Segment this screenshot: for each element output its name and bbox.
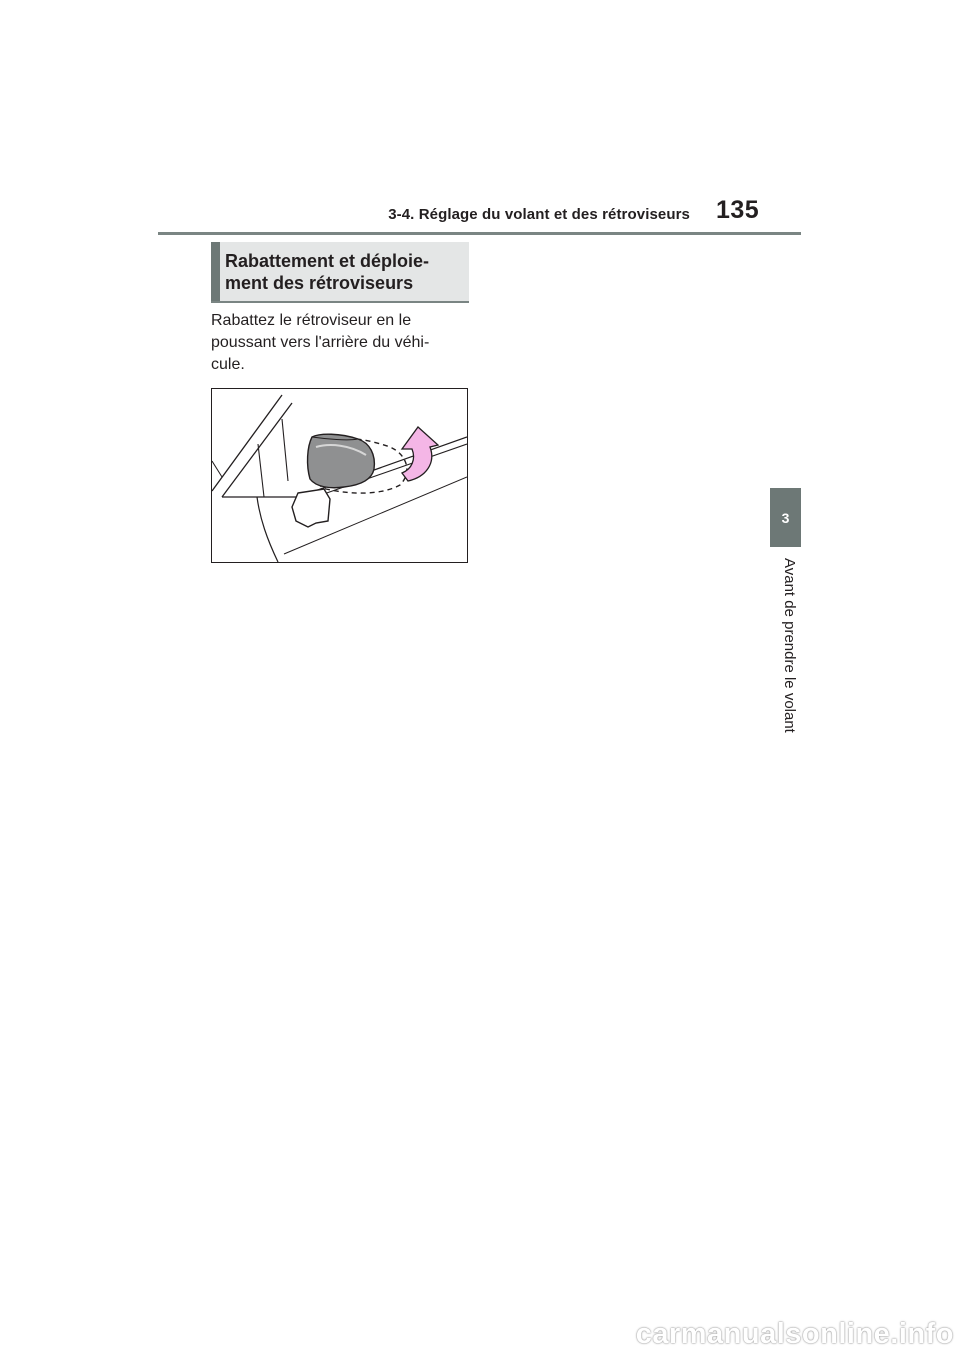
watermark: carmanualsonline.info (635, 1318, 954, 1350)
section-heading-bar (211, 242, 220, 301)
instruction-paragraph (211, 310, 473, 376)
page-number: 135 (716, 196, 760, 224)
mirror-folding-illustration (211, 388, 468, 563)
section-heading-box (211, 242, 469, 303)
mirror-folding-drawing (212, 389, 467, 562)
chapter-tab (770, 488, 801, 547)
instruction-line-3: cule. (211, 356, 245, 373)
section-heading (225, 250, 465, 294)
section-heading-line-2: ment des rétroviseurs (225, 273, 414, 293)
chapter-number: 3 (781, 510, 790, 526)
instruction-line-2: poussant vers l'arrière du véhi- (211, 334, 430, 351)
header-rule (158, 232, 801, 235)
section-heading-line-1: Rabattement et déploie- (225, 251, 430, 271)
chapter-label: Avant de prendre le volant (781, 558, 798, 733)
instruction-line-1: Rabattez le rétroviseur en le (211, 312, 412, 329)
running-header-title: 3-4. Réglage du volant et des rétroviseurs (388, 206, 690, 223)
